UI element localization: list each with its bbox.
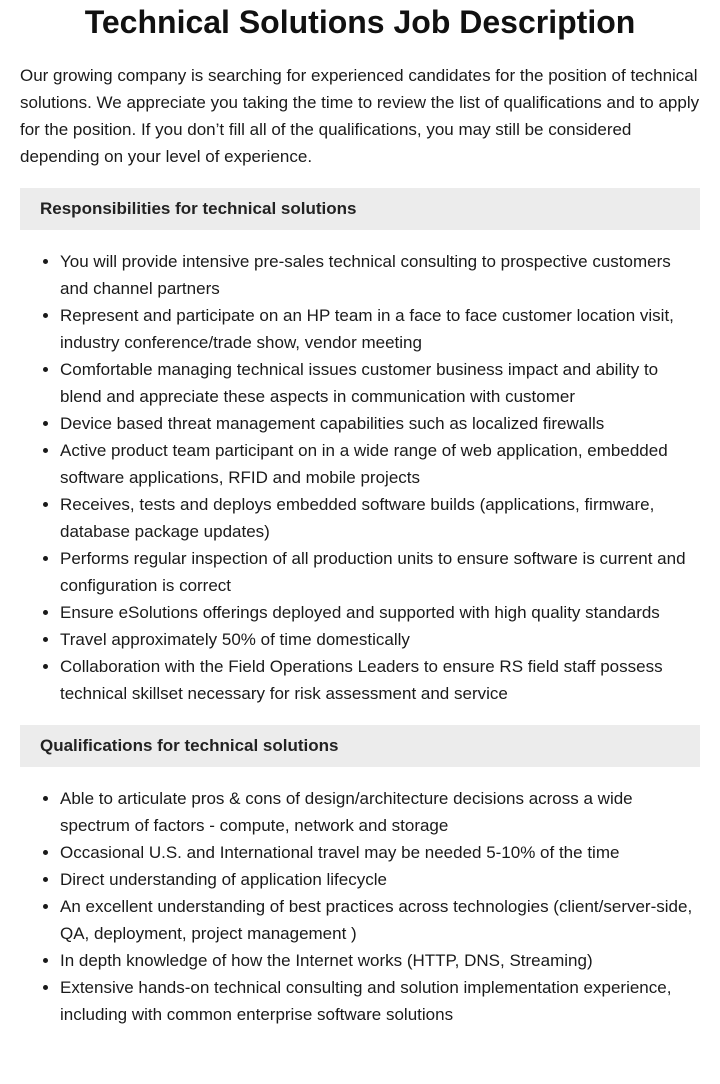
responsibilities-list [20,248,700,707]
list-item: • Travel approximately 50% of time domestically [60,626,700,653]
list-item: • Collaboration with the Field Operations Leaders to ensure RS field staff possess technical skillset necessary for risk assessment and service [60,653,700,707]
qualifications-heading: Qualifications for technical solutions [20,725,700,767]
list-item: • Ensure eSolutions offerings deployed and supported with high quality standards [60,599,700,626]
list-item: • Performs regular inspection of all production units to ensure software is current and configuration is correct [60,545,700,599]
intro-paragraph: Our growing company is searching for experienced candidates for the position of technical solutions. We appreciate you taking the time to review the list of qualifications and to apply for the position. If you don’t fill all of the qualifications, you may still be considered depending on your level of experience. [20,66,700,166]
list-item: • Active product team participant on in a wide range of web application, embedded software applications, RFID and mobile projects [60,437,700,491]
list-item: • Able to articulate pros & cons of design/architecture decisions across a wide spectrum of factors - compute, network and storage [60,785,700,839]
list-item: • Occasional U.S. and International travel may be needed 5-10% of the time [60,839,700,866]
list-item: • In depth knowledge of how the Internet works (HTTP, DNS, Streaming) [60,947,700,974]
responsibilities-heading: Responsibilities for technical solutions [20,188,700,230]
page-title: Technical Solutions Job Description [84,4,636,40]
list-item: • You will provide intensive pre-sales technical consulting to prospective customers and channel partners [60,248,700,302]
list-item: • An excellent understanding of best practices across technologies (client/server-side, QA, deployment, project management ) [60,893,700,947]
list-item: • Represent and participate on an HP team in a face to face customer location visit, industry conference/trade show, vendor meeting [60,302,700,356]
list-item: • Receives, tests and deploys embedded software builds (applications, firmware, database package updates) [60,491,700,545]
list-item: • Comfortable managing technical issues customer business impact and ability to blend and appreciate these aspects in communication with customer [60,356,700,410]
qualifications-list [20,785,700,1028]
list-item: • Device based threat management capabilities such as localized firewalls [60,410,700,437]
list-item: • Extensive hands-on technical consulting and solution implementation experience, including with common enterprise software solutions [60,974,700,1028]
list-item: • Direct understanding of application lifecycle [60,866,700,893]
